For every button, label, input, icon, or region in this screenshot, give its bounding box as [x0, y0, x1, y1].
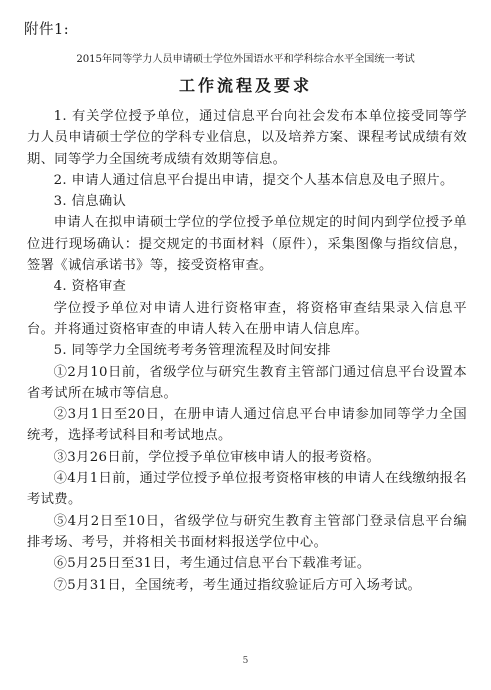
document-title: 工作流程及要求: [178, 76, 312, 95]
section-heading-info-confirm: 3. 信息确认: [53, 194, 127, 210]
schedule-item-2: ②3月1日至20日，在册申请人通过信息平台申请参加同等学力全国统考，选择考试科目和考试地点。: [27, 407, 467, 444]
document-body: [27, 106, 467, 596]
section-heading-exam-schedule: 5. 同等学力全国统考考务管理流程及时间安排: [53, 343, 331, 359]
page-number: 5: [242, 656, 249, 666]
attachment-label: 附件1:: [24, 22, 70, 38]
schedule-item-7: ⑦5月31日，全国统考，考生通过指纹验证后方可入场考试。: [53, 577, 422, 593]
schedule-item-5: ⑤4月2日至10日，省级学位与研究生教育主管部门登录信息平台编排考场、考号，并将相关书面材料报送学位中心。: [27, 513, 467, 550]
section-heading-qualification-review: 4. 资格审查: [53, 279, 127, 295]
paragraph-2: 2. 申请人通过信息平台提出申请，提交个人基本信息及电子照片。: [53, 172, 454, 188]
paragraph-1: 1. 有关学位授予单位，通过信息平台向社会发布本单位接受同等学力人员申请硕士学位的学科专业信息，以及培养方案、课程考试成绩有效期、同等学力全国统考成绩有效期等信息。: [27, 109, 467, 167]
document-subtitle: 2015年同等学力人员申请硕士学位外国语水平和学科综合水平全国统一考试: [76, 54, 415, 65]
schedule-item-1: ①2月10日前，省级学位与研究生教育主管部门通过信息平台设置本省考试所在城市等信息。: [27, 364, 467, 401]
schedule-item-3: ③3月26日前，学位授予单位审核申请人的报考资格。: [53, 449, 381, 465]
schedule-item-4: ④4月1日前，通过学位授予单位报考资格审核的申请人在线缴纳报名考试费。: [27, 471, 467, 508]
paragraph-qualification-review: 学位授予单位对申请人进行资格审查，将资格审查结果录入信息平台。并将通过资格审查的申请人转入在册申请人信息库。: [27, 300, 467, 337]
paragraph-info-confirm: 申请人在拟申请硕士学位的学位授予单位规定的时间内到学位授予单位进行现场确认：提交规定的书面材料（原件），采集图像与指纹信息，签署《诚信承诺书》等，接受资格审查。: [27, 215, 467, 274]
schedule-item-6: ⑥5月25日至31日，考生通过信息平台下载准考证。: [53, 556, 371, 572]
